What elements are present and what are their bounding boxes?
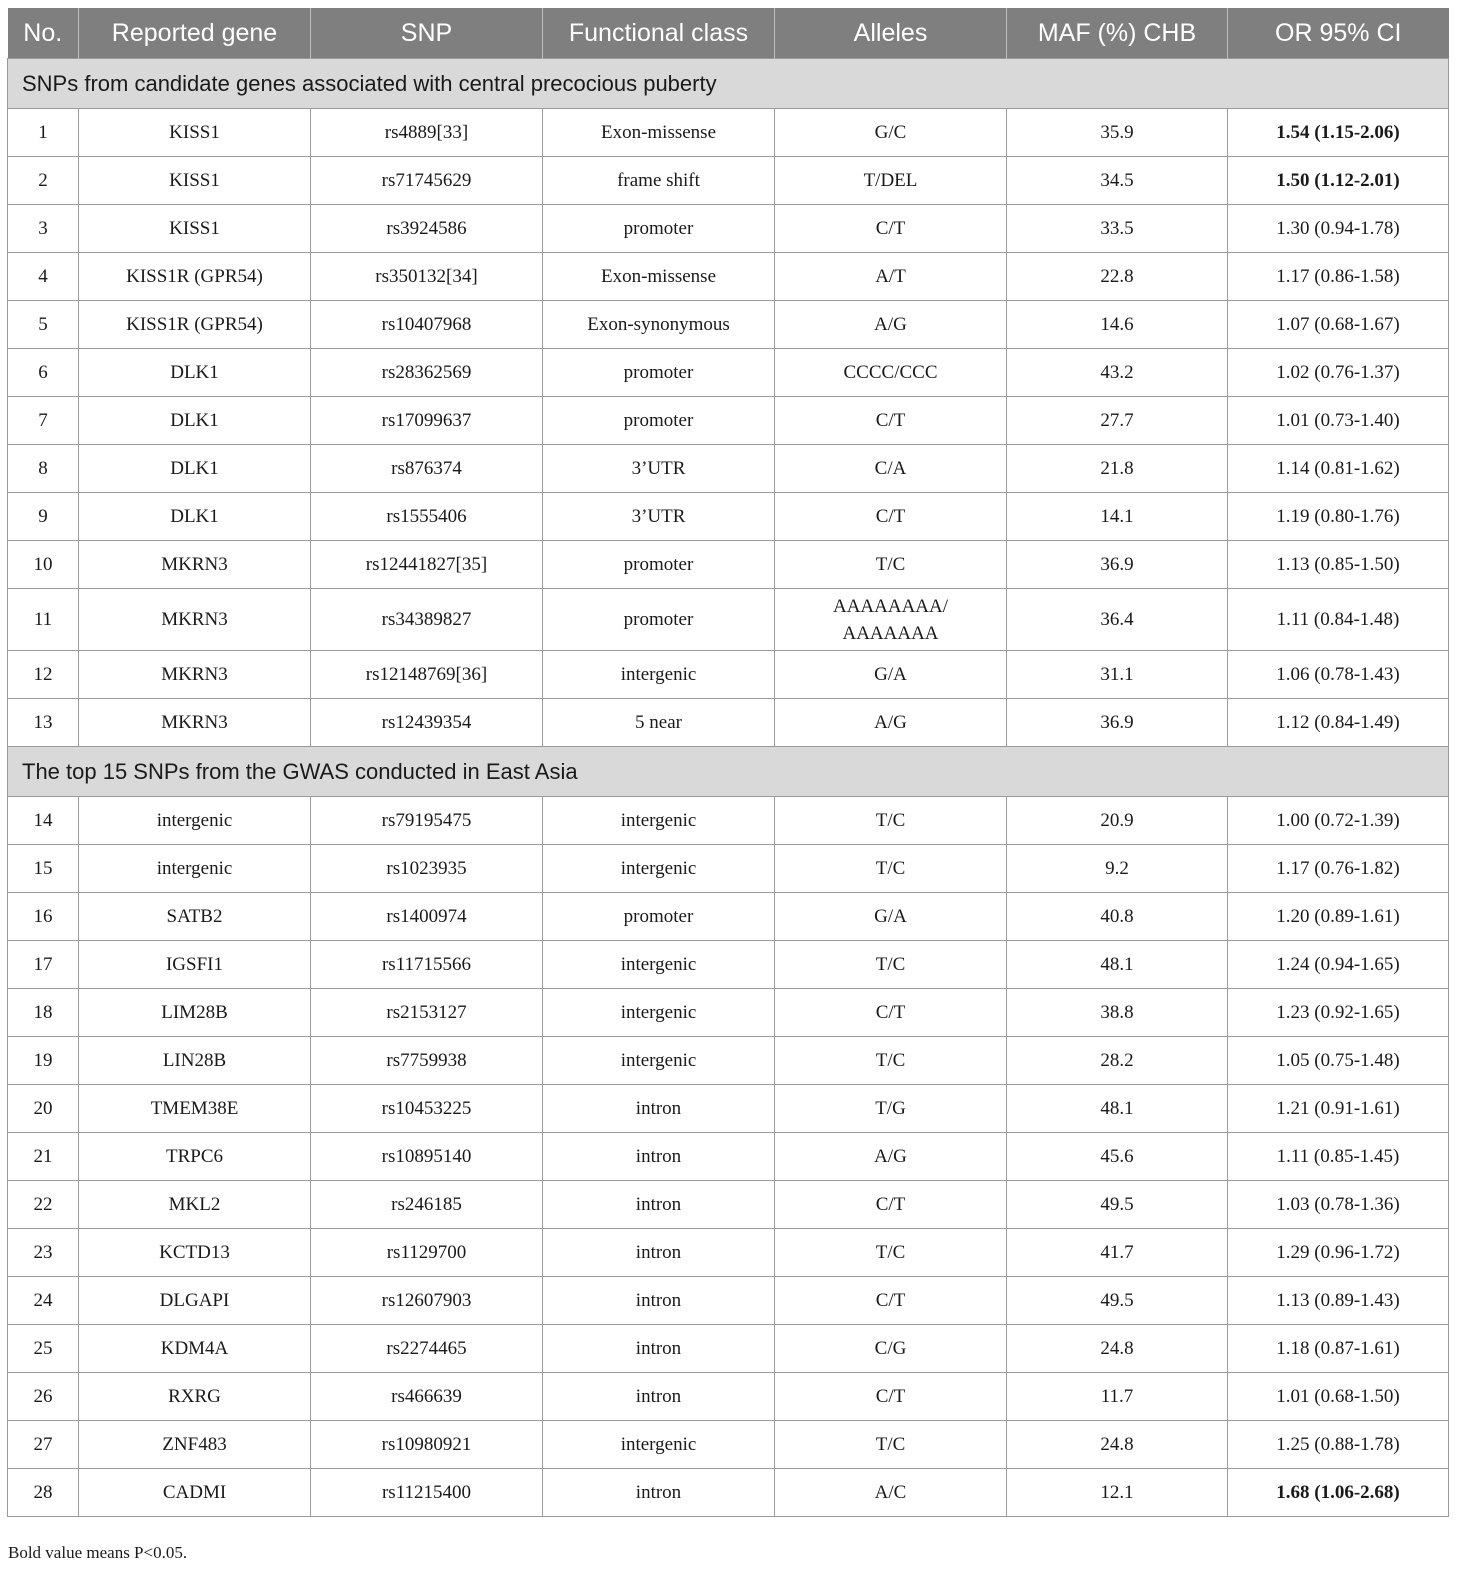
cell-or-ci: 1.20 (0.89-1.61) [1228, 893, 1449, 941]
cell-or-ci: 1.54 (1.15-2.06) [1228, 109, 1449, 157]
header-functional-class: Functional class [543, 8, 775, 59]
cell-functional-class: intergenic [543, 1421, 775, 1469]
cell-functional-class: promoter [543, 541, 775, 589]
cell-reported-gene: MKRN3 [79, 541, 311, 589]
cell-no: 8 [8, 445, 79, 493]
cell-maf: 33.5 [1007, 205, 1228, 253]
cell-snp: rs34389827 [311, 589, 543, 651]
cell-alleles: T/C [775, 797, 1007, 845]
table-row [8, 1469, 1449, 1517]
cell-maf: 20.9 [1007, 797, 1228, 845]
cell-no: 10 [8, 541, 79, 589]
cell-no: 2 [8, 157, 79, 205]
cell-snp: rs17099637 [311, 397, 543, 445]
cell-snp: rs2153127 [311, 989, 543, 1037]
cell-functional-class: 3’UTR [543, 445, 775, 493]
cell-snp: rs10895140 [311, 1133, 543, 1181]
cell-maf: 9.2 [1007, 845, 1228, 893]
cell-reported-gene: MKL2 [79, 1181, 311, 1229]
cell-functional-class: intergenic [543, 1037, 775, 1085]
cell-maf: 35.9 [1007, 109, 1228, 157]
cell-maf: 45.6 [1007, 1133, 1228, 1181]
footnote: Bold value means P<0.05. [8, 1543, 188, 1562]
cell-functional-class: intron [543, 1181, 775, 1229]
table-row [8, 445, 1449, 493]
table-header-row [8, 8, 1449, 59]
cell-functional-class: intron [543, 1085, 775, 1133]
table-row [8, 699, 1449, 747]
cell-snp: rs1400974 [311, 893, 543, 941]
cell-functional-class: intergenic [543, 797, 775, 845]
cell-alleles: C/T [775, 1181, 1007, 1229]
cell-no: 26 [8, 1373, 79, 1421]
cell-or-ci: 1.68 (1.06-2.68) [1228, 1469, 1449, 1517]
header-reported-gene: Reported gene [79, 8, 311, 59]
cell-reported-gene: KISS1 [79, 109, 311, 157]
cell-or-ci: 1.14 (0.81-1.62) [1228, 445, 1449, 493]
cell-maf: 48.1 [1007, 941, 1228, 989]
cell-alleles: C/T [775, 1277, 1007, 1325]
section-row [8, 59, 1449, 109]
cell-no: 22 [8, 1181, 79, 1229]
cell-maf: 12.1 [1007, 1469, 1228, 1517]
cell-alleles: T/DEL [775, 157, 1007, 205]
cell-snp: rs11715566 [311, 941, 543, 989]
cell-reported-gene: KCTD13 [79, 1229, 311, 1277]
cell-snp: rs71745629 [311, 157, 543, 205]
cell-snp: rs12441827[35] [311, 541, 543, 589]
table-row [8, 541, 1449, 589]
cell-or-ci: 1.02 (0.76-1.37) [1228, 349, 1449, 397]
cell-reported-gene: LIN28B [79, 1037, 311, 1085]
cell-maf: 24.8 [1007, 1421, 1228, 1469]
cell-snp: rs12439354 [311, 699, 543, 747]
cell-or-ci: 1.01 (0.68-1.50) [1228, 1373, 1449, 1421]
cell-reported-gene: KISS1 [79, 157, 311, 205]
cell-maf: 14.1 [1007, 493, 1228, 541]
cell-reported-gene: CADMI [79, 1469, 311, 1517]
cell-maf: 27.7 [1007, 397, 1228, 445]
table-row [8, 941, 1449, 989]
cell-no: 1 [8, 109, 79, 157]
cell-maf: 14.6 [1007, 301, 1228, 349]
cell-snp: rs10453225 [311, 1085, 543, 1133]
cell-alleles: G/A [775, 651, 1007, 699]
cell-or-ci: 1.12 (0.84-1.49) [1228, 699, 1449, 747]
cell-or-ci: 1.21 (0.91-1.61) [1228, 1085, 1449, 1133]
cell-reported-gene: intergenic [79, 797, 311, 845]
cell-alleles: C/T [775, 205, 1007, 253]
cell-or-ci: 1.05 (0.75-1.48) [1228, 1037, 1449, 1085]
table-row [8, 1133, 1449, 1181]
cell-functional-class: intron [543, 1325, 775, 1373]
table-row [8, 651, 1449, 699]
cell-or-ci: 1.00 (0.72-1.39) [1228, 797, 1449, 845]
cell-alleles: T/G [775, 1085, 1007, 1133]
cell-functional-class: Exon-missense [543, 109, 775, 157]
cell-snp: rs466639 [311, 1373, 543, 1421]
table-row [8, 301, 1449, 349]
cell-alleles: T/C [775, 1421, 1007, 1469]
cell-functional-class: intron [543, 1229, 775, 1277]
cell-functional-class: intron [543, 1469, 775, 1517]
cell-reported-gene: KDM4A [79, 1325, 311, 1373]
cell-alleles: G/C [775, 109, 1007, 157]
cell-snp: rs79195475 [311, 797, 543, 845]
cell-reported-gene: MKRN3 [79, 651, 311, 699]
table-row [8, 1085, 1449, 1133]
table-row [8, 1181, 1449, 1229]
cell-snp: rs7759938 [311, 1037, 543, 1085]
cell-reported-gene: MKRN3 [79, 589, 311, 651]
table-row [8, 989, 1449, 1037]
cell-functional-class: promoter [543, 893, 775, 941]
cell-reported-gene: intergenic [79, 845, 311, 893]
cell-reported-gene: RXRG [79, 1373, 311, 1421]
cell-functional-class: promoter [543, 397, 775, 445]
cell-alleles: A/T [775, 253, 1007, 301]
cell-snp: rs28362569 [311, 349, 543, 397]
section-title: SNPs from candidate genes associated with central precocious puberty [8, 59, 1449, 109]
cell-or-ci: 1.19 (0.80-1.76) [1228, 493, 1449, 541]
cell-functional-class: intergenic [543, 651, 775, 699]
alleles-line: AAAAAAA [842, 622, 939, 644]
cell-no: 9 [8, 493, 79, 541]
cell-or-ci: 1.13 (0.85-1.50) [1228, 541, 1449, 589]
cell-or-ci: 1.29 (0.96-1.72) [1228, 1229, 1449, 1277]
cell-no: 23 [8, 1229, 79, 1277]
cell-alleles: A/G [775, 1133, 1007, 1181]
cell-functional-class: promoter [543, 589, 775, 651]
table-row [8, 109, 1449, 157]
cell-functional-class: intron [543, 1133, 775, 1181]
cell-no: 13 [8, 699, 79, 747]
cell-maf: 21.8 [1007, 445, 1228, 493]
cell-or-ci: 1.03 (0.78-1.36) [1228, 1181, 1449, 1229]
cell-alleles: G/A [775, 893, 1007, 941]
cell-no: 7 [8, 397, 79, 445]
snp-table [7, 8, 1449, 1517]
cell-snp: rs2274465 [311, 1325, 543, 1373]
cell-functional-class: intergenic [543, 941, 775, 989]
cell-reported-gene: TRPC6 [79, 1133, 311, 1181]
table-row [8, 797, 1449, 845]
header-maf: MAF (%) CHB [1007, 8, 1228, 59]
cell-functional-class: intron [543, 1277, 775, 1325]
cell-no: 12 [8, 651, 79, 699]
cell-snp: rs246185 [311, 1181, 543, 1229]
cell-no: 11 [8, 589, 79, 651]
cell-alleles: C/T [775, 397, 1007, 445]
table-row [8, 349, 1449, 397]
cell-or-ci: 1.06 (0.78-1.43) [1228, 651, 1449, 699]
cell-functional-class: 3’UTR [543, 493, 775, 541]
table-row [8, 1373, 1449, 1421]
section-row [8, 747, 1449, 797]
cell-or-ci: 1.18 (0.87-1.61) [1228, 1325, 1449, 1373]
table-row [8, 157, 1449, 205]
cell-no: 4 [8, 253, 79, 301]
cell-no: 20 [8, 1085, 79, 1133]
cell-reported-gene: DLGAPI [79, 1277, 311, 1325]
table-row [8, 589, 1449, 651]
cell-snp: rs12607903 [311, 1277, 543, 1325]
cell-maf: 40.8 [1007, 893, 1228, 941]
cell-alleles: CCCC/CCC [775, 349, 1007, 397]
cell-no: 17 [8, 941, 79, 989]
cell-alleles: A/G [775, 699, 1007, 747]
cell-snp: rs10980921 [311, 1421, 543, 1469]
cell-reported-gene: DLK1 [79, 349, 311, 397]
cell-no: 24 [8, 1277, 79, 1325]
cell-functional-class: intergenic [543, 845, 775, 893]
cell-or-ci: 1.01 (0.73-1.40) [1228, 397, 1449, 445]
table-row [8, 893, 1449, 941]
cell-snp: rs11215400 [311, 1469, 543, 1517]
cell-or-ci: 1.25 (0.88-1.78) [1228, 1421, 1449, 1469]
cell-functional-class: Exon-synonymous [543, 301, 775, 349]
cell-maf: 48.1 [1007, 1085, 1228, 1133]
table-row [8, 1037, 1449, 1085]
cell-snp: rs12148769[36] [311, 651, 543, 699]
cell-no: 25 [8, 1325, 79, 1373]
section-title: The top 15 SNPs from the GWAS conducted in East Asia [8, 747, 1449, 797]
cell-reported-gene: LIM28B [79, 989, 311, 1037]
cell-functional-class: promoter [543, 349, 775, 397]
cell-maf: 43.2 [1007, 349, 1228, 397]
cell-no: 16 [8, 893, 79, 941]
cell-functional-class: intron [543, 1373, 775, 1421]
cell-or-ci: 1.13 (0.89-1.43) [1228, 1277, 1449, 1325]
cell-reported-gene: DLK1 [79, 397, 311, 445]
cell-maf: 34.5 [1007, 157, 1228, 205]
cell-alleles: C/G [775, 1325, 1007, 1373]
cell-maf: 31.1 [1007, 651, 1228, 699]
cell-reported-gene: MKRN3 [79, 699, 311, 747]
cell-alleles: C/A [775, 445, 1007, 493]
cell-functional-class: intergenic [543, 989, 775, 1037]
cell-no: 21 [8, 1133, 79, 1181]
cell-no: 19 [8, 1037, 79, 1085]
table-row [8, 493, 1449, 541]
table-row [8, 205, 1449, 253]
cell-maf: 49.5 [1007, 1277, 1228, 1325]
cell-no: 28 [8, 1469, 79, 1517]
cell-snp: rs4889[33] [311, 109, 543, 157]
cell-no: 3 [8, 205, 79, 253]
table-row [8, 1229, 1449, 1277]
cell-functional-class: frame shift [543, 157, 775, 205]
table-row [8, 1421, 1449, 1469]
cell-maf: 36.4 [1007, 589, 1228, 651]
cell-no: 27 [8, 1421, 79, 1469]
cell-functional-class: 5 near [543, 699, 775, 747]
table-row [8, 1277, 1449, 1325]
cell-alleles: A/C [775, 1469, 1007, 1517]
table-row [8, 1325, 1449, 1373]
table-row [8, 253, 1449, 301]
table-row [8, 845, 1449, 893]
cell-alleles: C/T [775, 493, 1007, 541]
cell-alleles: T/C [775, 541, 1007, 589]
cell-no: 14 [8, 797, 79, 845]
cell-reported-gene: TMEM38E [79, 1085, 311, 1133]
cell-alleles: T/C [775, 941, 1007, 989]
cell-or-ci: 1.07 (0.68-1.67) [1228, 301, 1449, 349]
cell-or-ci: 1.30 (0.94-1.78) [1228, 205, 1449, 253]
cell-maf: 38.8 [1007, 989, 1228, 1037]
cell-or-ci: 1.17 (0.76-1.82) [1228, 845, 1449, 893]
cell-snp: rs1555406 [311, 493, 543, 541]
cell-reported-gene: KISS1 [79, 205, 311, 253]
cell-reported-gene: DLK1 [79, 493, 311, 541]
cell-alleles: T/C [775, 1229, 1007, 1277]
cell-or-ci: 1.17 (0.86-1.58) [1228, 253, 1449, 301]
cell-no: 6 [8, 349, 79, 397]
cell-or-ci: 1.23 (0.92-1.65) [1228, 989, 1449, 1037]
header-snp: SNP [311, 8, 543, 59]
cell-alleles: C/T [775, 989, 1007, 1037]
cell-alleles: T/C [775, 845, 1007, 893]
header-no: No. [8, 8, 79, 59]
cell-reported-gene: KISS1R (GPR54) [79, 253, 311, 301]
cell-maf: 11.7 [1007, 1373, 1228, 1421]
cell-alleles [775, 589, 1007, 651]
cell-snp: rs10407968 [311, 301, 543, 349]
cell-no: 5 [8, 301, 79, 349]
cell-snp: rs3924586 [311, 205, 543, 253]
cell-reported-gene: IGSFI1 [79, 941, 311, 989]
cell-reported-gene: ZNF483 [79, 1421, 311, 1469]
cell-no: 15 [8, 845, 79, 893]
cell-alleles: A/G [775, 301, 1007, 349]
cell-maf: 28.2 [1007, 1037, 1228, 1085]
table-row [8, 397, 1449, 445]
cell-maf: 41.7 [1007, 1229, 1228, 1277]
cell-no: 18 [8, 989, 79, 1037]
cell-snp: rs876374 [311, 445, 543, 493]
cell-functional-class: promoter [543, 205, 775, 253]
cell-functional-class: Exon-missense [543, 253, 775, 301]
cell-maf: 36.9 [1007, 699, 1228, 747]
cell-maf: 24.8 [1007, 1325, 1228, 1373]
alleles-line: AAAAAAAA/ [832, 595, 949, 617]
cell-maf: 36.9 [1007, 541, 1228, 589]
header-or-ci: OR 95% CI [1228, 8, 1449, 59]
cell-snp: rs350132[34] [311, 253, 543, 301]
cell-reported-gene: KISS1R (GPR54) [79, 301, 311, 349]
cell-or-ci: 1.11 (0.85-1.45) [1228, 1133, 1449, 1181]
cell-or-ci: 1.50 (1.12-2.01) [1228, 157, 1449, 205]
table-body [8, 59, 1449, 1517]
cell-maf: 22.8 [1007, 253, 1228, 301]
cell-reported-gene: SATB2 [79, 893, 311, 941]
cell-alleles: T/C [775, 1037, 1007, 1085]
header-alleles: Alleles [775, 8, 1007, 59]
cell-snp: rs1023935 [311, 845, 543, 893]
cell-snp: rs1129700 [311, 1229, 543, 1277]
cell-reported-gene: DLK1 [79, 445, 311, 493]
cell-or-ci: 1.24 (0.94-1.65) [1228, 941, 1449, 989]
cell-or-ci: 1.11 (0.84-1.48) [1228, 589, 1449, 651]
cell-alleles: C/T [775, 1373, 1007, 1421]
cell-maf: 49.5 [1007, 1181, 1228, 1229]
